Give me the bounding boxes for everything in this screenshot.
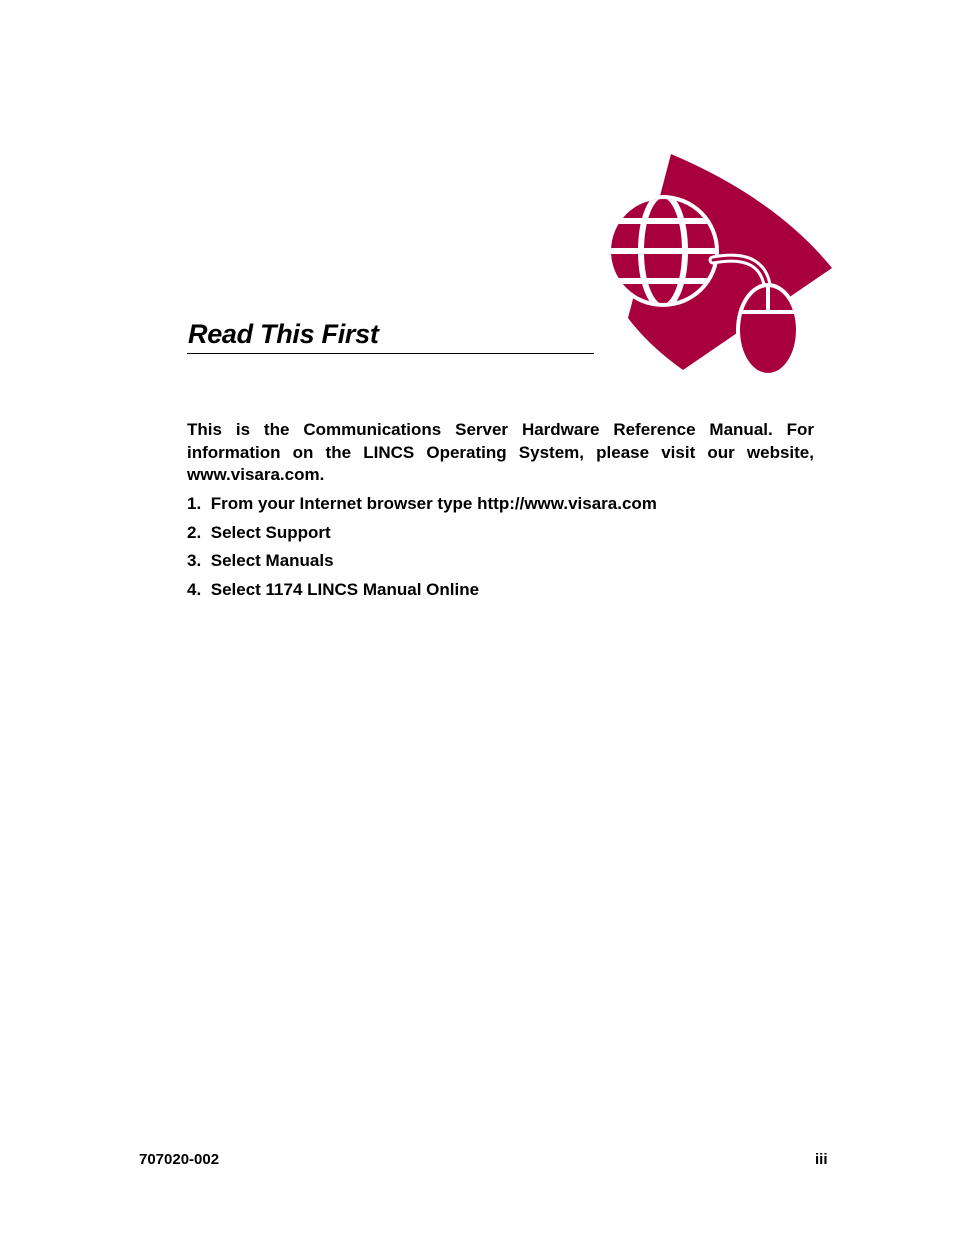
step-text: Select Manuals <box>210 551 334 571</box>
step-number: 2. <box>187 522 202 542</box>
list-item <box>187 519 657 548</box>
page-title: Read This First <box>188 319 379 349</box>
steps-list <box>187 490 657 605</box>
list-item <box>187 490 657 519</box>
step-text: Select Support <box>210 522 331 542</box>
step-number: 4. <box>187 580 202 600</box>
document-number: 707020-002 <box>139 1151 220 1168</box>
list-item <box>187 576 657 605</box>
step-text: Select 1174 LINCS Manual Online <box>210 580 480 600</box>
step-number: 1. <box>187 494 202 513</box>
step-number: 3. <box>187 551 202 571</box>
page-number: iii <box>815 1151 828 1168</box>
title-underline <box>187 353 594 354</box>
step-text: From your Internet browser type http://www.visara.com <box>210 494 657 513</box>
globe-with-mouse-icon <box>605 150 837 380</box>
list-item <box>187 547 657 576</box>
intro-paragraph: This is the Communications Server Hardware Reference Manual. For information on the LINCS Operating System, please visit our website, www.visara.com. <box>187 420 814 484</box>
